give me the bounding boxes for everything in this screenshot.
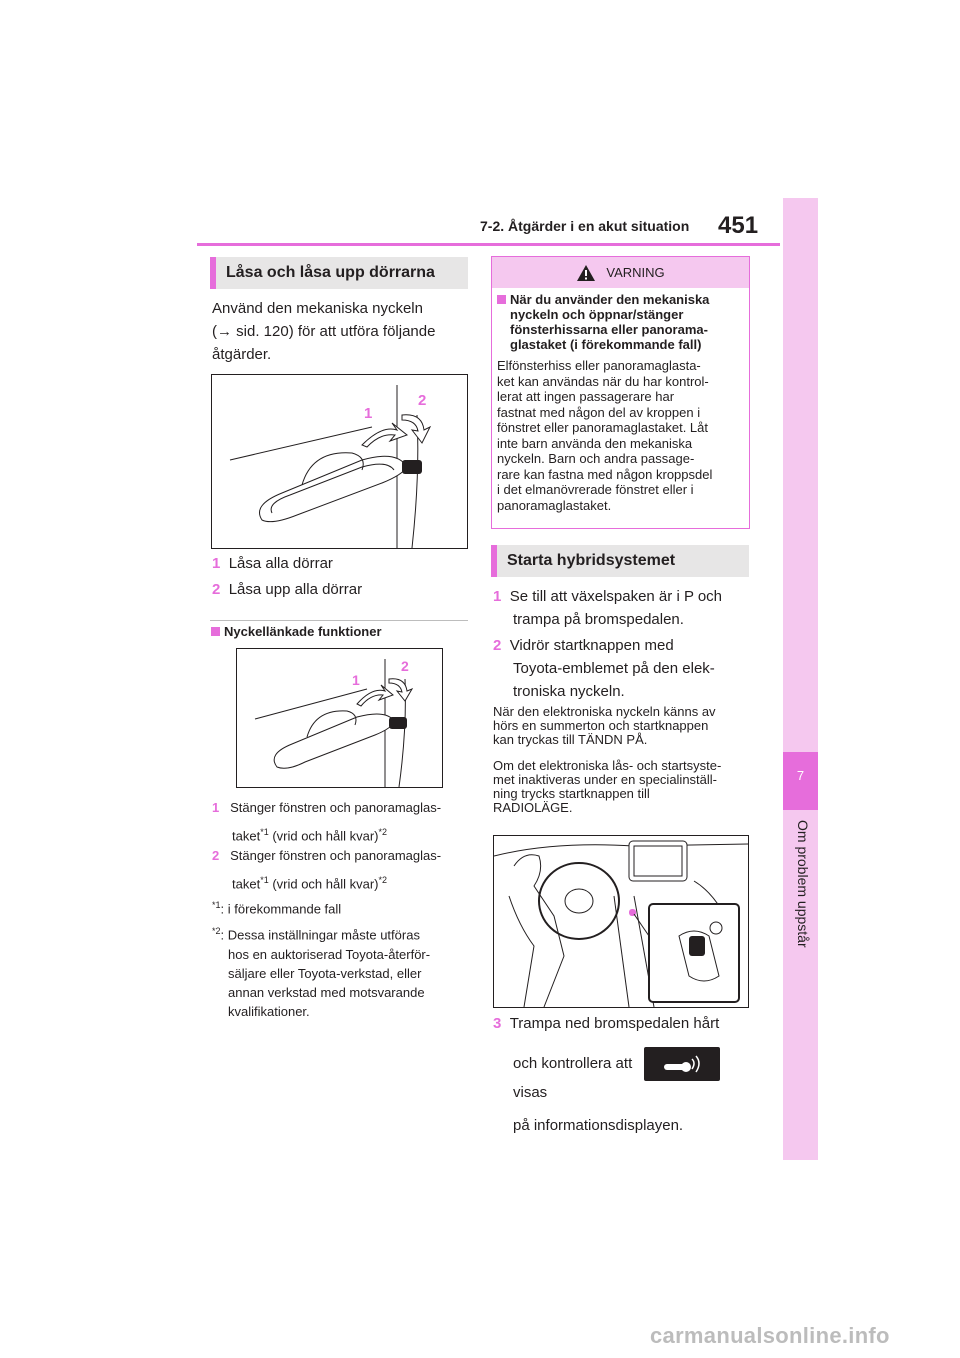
footnote-2: $^{*2}$: Dessa inställningar måste utföras bbox=[212, 926, 420, 943]
start-step-1: 1 Se till att växelspaken är i P och trampa på bromspedalen. bbox=[493, 588, 723, 628]
door-handle-illustration-1 bbox=[211, 374, 468, 549]
key-indicator-icon bbox=[644, 1047, 720, 1081]
footnotes: $^{*1}$: i förekommande fall $^{*2}$: Dessa inställningar måste utföras hos en auktoriserad Toyota-återför- säljare eller Toyota-verkstad, eller annan verkstad med motsvarande kvalifikationer. bbox=[212, 896, 472, 1021]
header-rule bbox=[197, 243, 780, 246]
warning-triangle-icon bbox=[576, 264, 596, 282]
figure-label-1: 1 bbox=[364, 405, 373, 422]
footnote-1: $^{*1}$: i förekommande fall bbox=[212, 900, 342, 917]
warning-box bbox=[491, 256, 750, 529]
section-heading-start: Starta hybridsystemet bbox=[491, 545, 749, 577]
page-number: 451 bbox=[718, 212, 759, 239]
figure2-label-2: 2 bbox=[401, 658, 409, 674]
door-handle-drawing-2 bbox=[237, 649, 442, 787]
key-linked-item-1: 1 Stänger fönstren och panoramaglas- taket$^{*1}$ (vrid och håll kvar)$^{*2}$ bbox=[212, 800, 442, 844]
divider bbox=[210, 620, 468, 621]
chapter-label: Om problem uppstår bbox=[795, 820, 811, 948]
warning-subheading: När du använder den mekaniska nyckeln och öppnar/stänger fönsterhissarna eller panorama- glastaket (i förekommande fall) bbox=[497, 292, 744, 352]
lock-item-2: 2 Låsa upp alla dörrar bbox=[212, 581, 363, 598]
figure2-label-1: 1 bbox=[352, 672, 360, 688]
door-handle-illustration-2 bbox=[236, 648, 443, 788]
key-linked-item-2: 2 Stänger fönstren och panoramaglas- taket$^{*1}$ (vrid och håll kvar)$^{*2}$ bbox=[212, 848, 442, 892]
section-header-title: 7-2. Åtgärder i en akut situation bbox=[480, 218, 690, 234]
subheading-key-linked: Nyckellänkade funktioner bbox=[211, 624, 382, 639]
door-handle-drawing bbox=[212, 375, 467, 548]
section-heading-lock: Låsa och låsa upp dörrarna bbox=[210, 257, 468, 289]
driver-start-illustration bbox=[493, 835, 749, 1008]
start-step-2: 2 Vidrör startknappen med Toyota-emblemet på den elek- troniska nyckeln. bbox=[493, 637, 715, 700]
warning-header: VARNING bbox=[492, 257, 749, 288]
driver-cockpit-drawing bbox=[494, 836, 748, 1007]
watermark: carmanualsonline.info bbox=[650, 1323, 890, 1348]
warning-text: Elfönsterhiss eller panoramaglasta- ket kan användas när du har kontrol- lerat att ingen passagerare har fastnat med någon del av kroppen i fönstret eller panoramaglastaket. Låt inte barn använda den mekaniska nyckeln. Barn och andra passage- rare kan fastna med någon kroppsdel i det elmanövrerade fönstret eller i panoramaglastaket. bbox=[497, 358, 713, 513]
figure-label-2: 2 bbox=[418, 392, 427, 409]
start-step-3: 3 Trampa ned bromspedalen hårt och kontrollera att visas på informationsdisplayen. bbox=[493, 1015, 720, 1134]
lock-intro: Använd den mekaniska nyckeln (→ sid. 120) för att utföra följande åtgärder. bbox=[212, 300, 436, 363]
chapter-side-tab bbox=[783, 198, 818, 1160]
start-note-1: När den elektroniska nyckeln känns av hörs en summerton och startknappen kan tryckas till TÄNDN PÅ. bbox=[493, 704, 716, 747]
lock-item-1: 1 Låsa alla dörrar bbox=[212, 555, 333, 572]
start-note-2: Om det elektroniska lås- och startsyste- met inaktiveras under en specialinställ- ning trycks startknappen till RADIOLÄGE. bbox=[493, 758, 722, 815]
chapter-number: 7 bbox=[796, 768, 805, 783]
